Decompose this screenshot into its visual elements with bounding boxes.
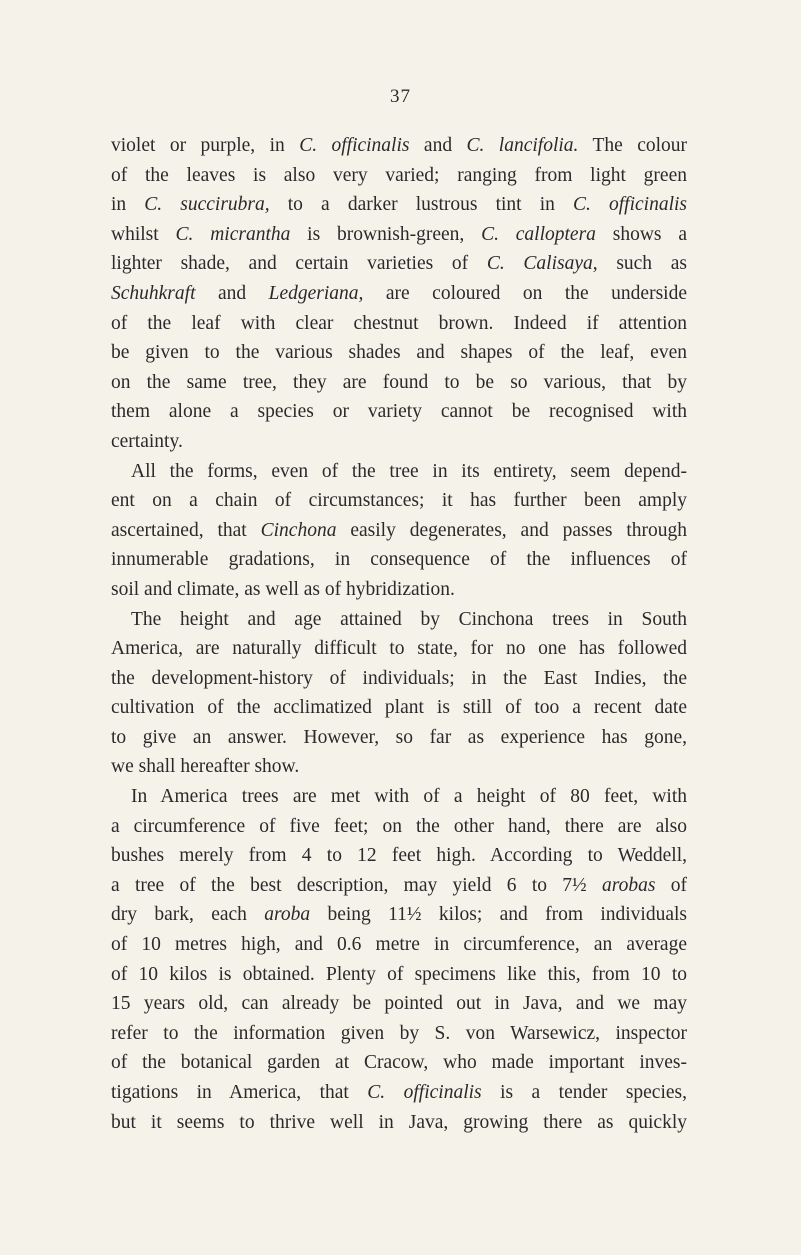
text-segment: of the botanical garden at Cracow, who made important inves- [111, 1052, 687, 1074]
text-segment: innumerable gradations, in consequence of the influences of [111, 549, 687, 571]
text-segment: the development-history of individuals; in the East Indies, the [111, 667, 687, 689]
text-line [111, 161, 687, 191]
italic-text: aroba [264, 904, 311, 926]
text-segment: All the forms, even of the tree in its entirety, seem depend- [131, 460, 687, 482]
text-segment: are coloured on the underside [363, 282, 687, 304]
text-segment: being 11½ kilos; and from individuals [310, 904, 687, 926]
text-line [111, 812, 687, 842]
text-segment: such as [597, 253, 687, 275]
text-segment: bushes merely from 4 to 12 feet high. According to Weddell, [111, 845, 687, 867]
text-segment: on the same tree, they are found to be so various, that by [111, 371, 687, 393]
text-segment: tigations in America, that [111, 1082, 368, 1103]
text-line [111, 989, 687, 1019]
text-segment: violet or purple, in [111, 135, 300, 156]
italic-text: C. officinalis [299, 135, 410, 156]
italic-text: C. Calisaya, [486, 253, 598, 275]
italic-text: C. micrantha [175, 223, 291, 245]
text-segment: of the leaves is also very varied; ranging from light green [111, 164, 687, 186]
text-segment: a circumference of five feet; on the other hand, there are also [111, 815, 687, 837]
text-line [111, 575, 687, 605]
text-segment: we shall hereafter show. [111, 756, 300, 778]
italic-text: C. officinalis [367, 1082, 482, 1103]
text-segment: of the leaf with clear chestnut brown. Indeed if attention [111, 312, 687, 334]
text-segment: be given to the various shades and shapes of the leaf, even [111, 342, 687, 364]
text-line [111, 427, 687, 457]
text-line [111, 279, 687, 309]
text-segment: 15 years old, can already be pointed out in Java, and we may [111, 993, 687, 1015]
text-segment: ascertained, that [111, 519, 261, 541]
text-line [111, 1048, 687, 1078]
text-segment: is brownish-green, [290, 223, 482, 245]
text-line [111, 368, 687, 398]
text-segment: whilst [111, 223, 176, 245]
text-line [111, 220, 687, 250]
italic-text: C. calloptera [481, 223, 596, 245]
text-line [111, 664, 687, 694]
text-segment: a tree of the best description, may yield 6 to 7½ [111, 874, 602, 896]
italic-text: arobas [601, 874, 656, 896]
text-segment: The height and age attained by Cinchona trees in South [131, 608, 687, 630]
text-segment: in [111, 194, 145, 216]
text-line [111, 841, 687, 871]
italic-text: Cinchona [260, 519, 337, 541]
text-segment: them alone a species or variety cannot be recognised with [111, 401, 687, 423]
text-segment: of 10 kilos is obtained. Plenty of specimens like this, from 10 to [111, 963, 687, 985]
text-segment: to give an answer. However, so far as experience has gone, [111, 726, 687, 748]
text-segment: but it seems to thrive well in Java, growing there as quickly [111, 1111, 687, 1133]
text-segment: shows a [595, 223, 687, 245]
text-segment: refer to the information given by S. von Warsewicz, inspector [111, 1022, 687, 1044]
text-segment: and [409, 135, 467, 156]
text-line [111, 190, 687, 220]
text-segment: of 10 metres high, and 0.6 metre in circumference, an average [111, 934, 687, 956]
text-line [111, 634, 687, 664]
text-line [111, 900, 687, 930]
page-number: 37 [390, 86, 411, 107]
body-text [111, 131, 687, 1137]
text-segment: certainty. [111, 430, 183, 452]
italic-text: C. officinalis [573, 194, 687, 216]
text-line [111, 131, 687, 161]
text-segment: and [195, 282, 269, 304]
italic-text: C. lancifolia. [466, 135, 579, 156]
text-line [111, 516, 687, 546]
text-line [111, 1108, 687, 1138]
text-line [111, 693, 687, 723]
text-line [111, 871, 687, 901]
text-line [111, 782, 687, 812]
italic-text: Schuhkraft [111, 282, 196, 304]
text-line [111, 309, 687, 339]
text-segment: lighter shade, and certain varieties of [111, 253, 487, 275]
text-segment: The colour [578, 135, 688, 156]
text-line [111, 752, 687, 782]
text-line [111, 723, 687, 753]
text-line [111, 397, 687, 427]
text-line [111, 1078, 687, 1108]
italic-text: Ledgeriana, [268, 282, 364, 304]
text-line [111, 338, 687, 368]
text-segment: ent on a chain of circumstances; it has further been amply [111, 490, 687, 512]
text-line [111, 960, 687, 990]
text-line [111, 249, 687, 279]
text-line [111, 1019, 687, 1049]
text-segment: cultivation of the acclimatized plant is still of too a recent date [111, 697, 687, 719]
text-segment: is a tender species, [481, 1082, 688, 1103]
text-line [111, 930, 687, 960]
text-line [111, 486, 687, 516]
text-line [111, 605, 687, 635]
italic-text: C. succirubra, [144, 194, 270, 216]
text-segment: America, are naturally difficult to state, for no one has followed [111, 638, 687, 660]
text-segment: easily degenerates, and passes through [336, 519, 688, 541]
text-segment: of [655, 874, 687, 896]
text-segment: dry bark, each [111, 904, 265, 926]
text-line [111, 457, 687, 487]
text-line [111, 545, 687, 575]
text-segment: to a darker lustrous tint in [269, 194, 573, 216]
text-segment: In America trees are met with of a height of 80 feet, with [131, 786, 687, 808]
text-segment: soil and climate, as well as of hybridization. [111, 578, 455, 600]
